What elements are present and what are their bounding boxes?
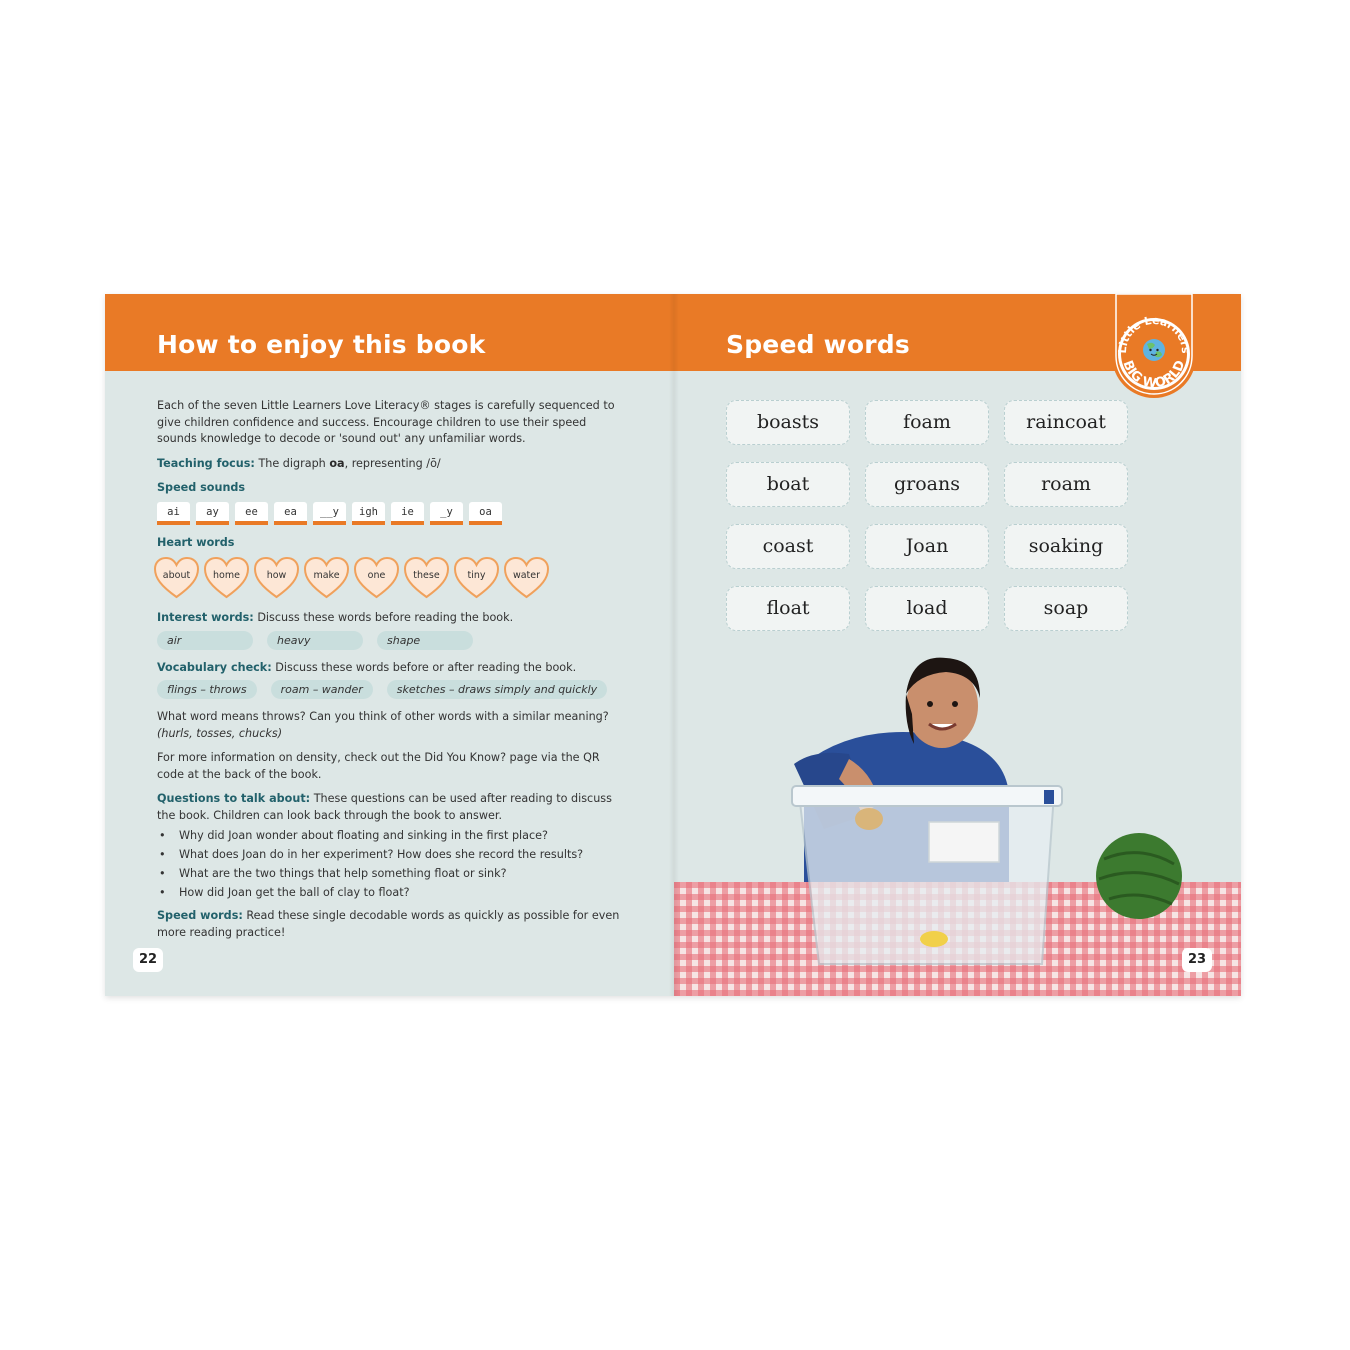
- speed-word: raincoat: [1004, 400, 1128, 445]
- teaching-focus: [157, 456, 627, 473]
- questions-section: [157, 791, 627, 824]
- interest-words-text: Discuss these words before reading the book.: [257, 611, 514, 624]
- interest-words: [157, 610, 627, 627]
- question-item: • Why did Joan wonder about floating and sinking in the first place?: [157, 826, 627, 845]
- vocabulary-check: [157, 660, 627, 677]
- speed-sounds-list: [157, 502, 627, 525]
- speed-sound: oa: [469, 502, 502, 525]
- question-answer: (hurls, tosses, chucks): [157, 726, 283, 740]
- page-number: 22: [133, 948, 163, 972]
- badge-top-text: Little Learners: [1115, 313, 1193, 354]
- speed-word: foam: [865, 400, 989, 445]
- speed-word: groans: [865, 462, 989, 507]
- interest-word: heavy: [267, 631, 363, 650]
- child-with-water-tub-photo: [674, 654, 1241, 996]
- question-text: What word means throws? Can you think of other words with a similar meaning?: [157, 710, 609, 723]
- questions-label: Questions to talk about:: [157, 792, 311, 805]
- heart-words-list: [153, 556, 627, 600]
- speed-sound: igh: [352, 502, 385, 525]
- vocabulary-item: sketches – draws simply and quickly: [387, 680, 607, 699]
- interest-words-label: Interest words:: [157, 611, 254, 624]
- speed-sound: __y: [313, 502, 346, 525]
- heart-word: how: [253, 556, 300, 600]
- heart-word: tiny: [453, 556, 500, 600]
- speed-words-note: [157, 908, 627, 941]
- speed-sound: ai: [157, 502, 190, 525]
- book-spread: [105, 294, 1241, 996]
- heart-word: about: [153, 556, 200, 600]
- globe-icon: [1143, 339, 1165, 361]
- speed-sound: ea: [274, 502, 307, 525]
- left-page: [105, 294, 674, 996]
- question-item: • How did Joan get the ball of clay to float?: [157, 883, 627, 902]
- speed-word: float: [726, 586, 850, 631]
- question-paragraph: [157, 709, 627, 742]
- right-page: [674, 294, 1241, 996]
- questions-text: These questions can be used after reading to discuss the book. Children can look back through the book to answer.: [157, 792, 612, 822]
- speed-word: Joan: [865, 524, 989, 569]
- speed-word: soaking: [1004, 524, 1128, 569]
- heart-word: these: [403, 556, 450, 600]
- speed-sound: _y: [430, 502, 463, 525]
- intro-paragraph: Each of the seven Little Learners Love Literacy® stages is carefully sequenced to give children confidence and success. Encourage children to use their speed sounds knowledge to decode or 'sound out' any unfamiliar words.: [157, 399, 615, 445]
- speed-sound: ay: [196, 502, 229, 525]
- speed-sounds-label: Speed sounds: [157, 481, 246, 494]
- page-title: Speed words: [726, 330, 910, 359]
- speed-words-note-label: Speed words:: [157, 909, 243, 922]
- vocabulary-item: roam – wander: [271, 680, 373, 699]
- speed-word: load: [865, 586, 989, 631]
- heart-word: water: [503, 556, 550, 600]
- heart-word: make: [303, 556, 350, 600]
- heart-word: home: [203, 556, 250, 600]
- speed-sound: ie: [391, 502, 424, 525]
- book-gutter: [669, 294, 679, 996]
- heart-word: one: [353, 556, 400, 600]
- interest-words-list: [157, 631, 627, 650]
- teaching-focus-label: Teaching focus:: [157, 456, 255, 470]
- vocabulary-check-label: Vocabulary check:: [157, 660, 272, 674]
- badge-bottom-text: BIG WORLD: [1119, 358, 1189, 392]
- speed-word: boasts: [726, 400, 850, 445]
- page-number: 23: [1182, 948, 1212, 972]
- interest-word: air: [157, 631, 253, 650]
- speed-word: soap: [1004, 586, 1128, 631]
- heart-words-label: Heart words: [157, 535, 235, 549]
- little-learners-badge: [1109, 294, 1199, 404]
- interest-word: shape: [377, 631, 473, 650]
- questions-list: [157, 826, 627, 902]
- teaching-focus-text: The digraph: [258, 456, 326, 470]
- vocabulary-check-text: Discuss these words before or after reading the book.: [275, 660, 577, 674]
- speed-word: roam: [1004, 462, 1128, 507]
- page-title: How to enjoy this book: [157, 330, 486, 359]
- vocabulary-list: [157, 680, 627, 699]
- question-item: • What does Joan do in her experiment? How does she record the results?: [157, 845, 627, 864]
- left-page-body: [157, 398, 627, 949]
- teaching-focus-sound: , representing /ō/: [344, 456, 441, 470]
- left-page-banner: [105, 294, 674, 371]
- speed-words-note-text: Read these single decodable words as quickly as possible for even more reading practice!: [157, 909, 620, 939]
- speed-word: boat: [726, 462, 850, 507]
- teaching-focus-digraph: oa: [329, 456, 345, 470]
- density-paragraph: For more information on density, check out the Did You Know? page via the QR code at the back of the book.: [157, 751, 600, 781]
- speed-sound: ee: [235, 502, 268, 525]
- vocabulary-item: flings – throws: [157, 680, 257, 699]
- speed-words-grid: [726, 400, 1128, 631]
- question-item: • What are the two things that help something float or sink?: [157, 864, 627, 883]
- speed-word: coast: [726, 524, 850, 569]
